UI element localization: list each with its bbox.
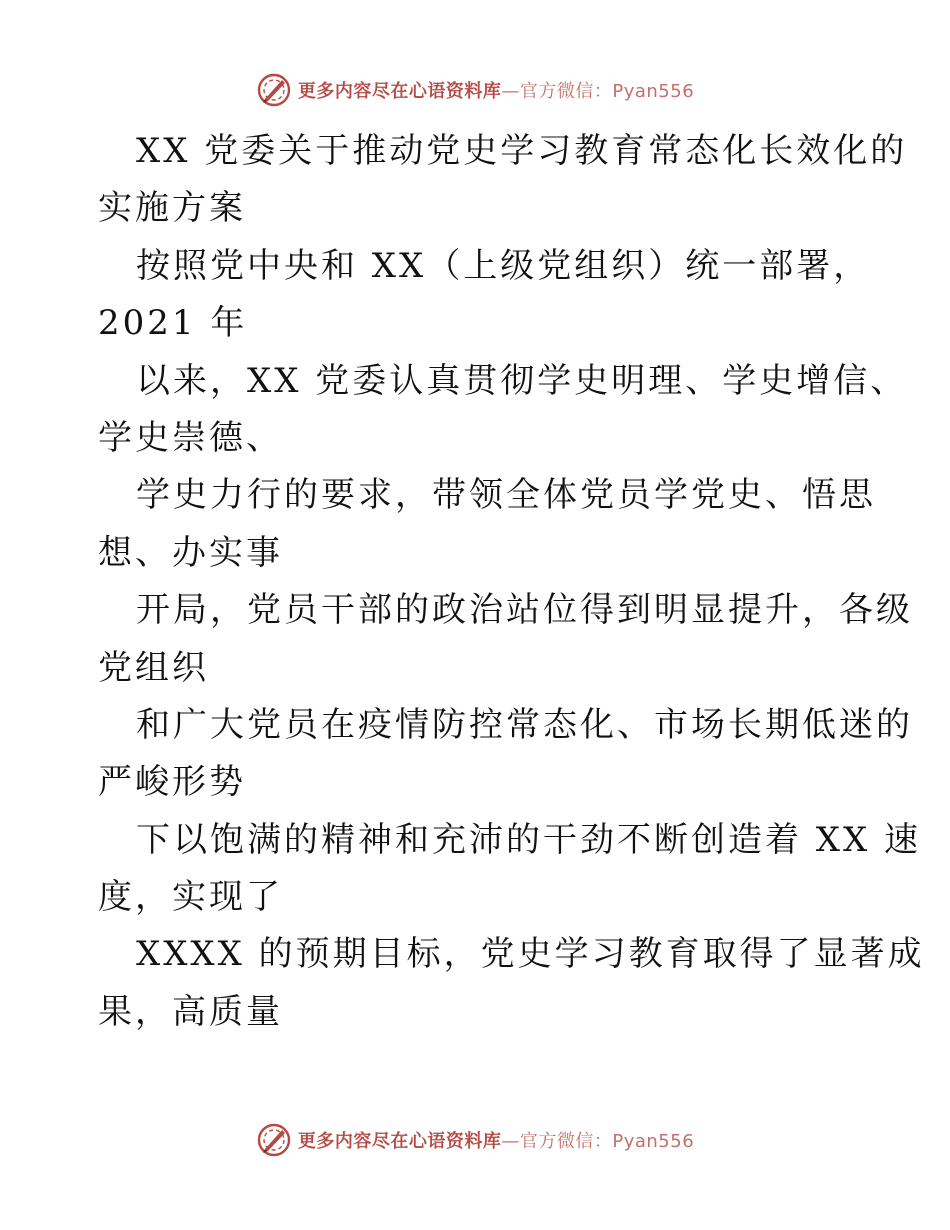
watermark-text: [298, 1127, 694, 1153]
watermark-main-text: 更多内容尽在心语资料库: [297, 1131, 502, 1152]
quill-pen-logo-icon: [256, 1122, 292, 1158]
watermark-text: [298, 77, 694, 103]
doc-paragraph-line: 下以饱满的精神和充沛的干劲不断创造着 XX 速: [136, 819, 922, 860]
doc-paragraph-line: 2021 年: [98, 303, 248, 344]
watermark-dash: —: [501, 81, 520, 102]
watermark-main-text: 更多内容尽在心语资料库: [297, 81, 502, 102]
doc-title-line-2: 实施方案: [98, 188, 246, 229]
doc-paragraph-line: 学史力行的要求，带领全体党员学党史、悟思: [136, 475, 876, 516]
header-watermark-banner: [0, 70, 950, 110]
doc-paragraph-line: 度，实现了: [98, 877, 283, 918]
watermark-wechat-text: 官方微信：Pyan556: [519, 1131, 695, 1152]
doc-paragraph-line: XXXX 的预期目标，党史学习教育取得了显著成: [136, 934, 925, 975]
footer-watermark-banner: [0, 1120, 950, 1160]
doc-title-line-1: XX 党委关于推动党史学习教育常态化长效化的: [136, 131, 908, 171]
watermark-dash: —: [501, 1131, 520, 1152]
doc-paragraph-line: 学史崇德、: [98, 417, 283, 458]
doc-paragraph-line: 党组织: [98, 647, 209, 688]
doc-paragraph-line: 以来，XX 党委认真贯彻学史明理、学史增信、: [136, 360, 908, 401]
doc-paragraph-line: 开局，党员干部的政治站位得到明显提升，各级: [136, 590, 913, 631]
document-body: [98, 123, 925, 1041]
doc-paragraph-line: 严峻形势: [98, 762, 246, 803]
quill-pen-logo-icon: [256, 72, 292, 108]
doc-paragraph-line: 果，高质量: [98, 991, 283, 1032]
watermark-wechat-text: 官方微信：Pyan556: [519, 81, 695, 102]
doc-paragraph-line: 想、办实事: [98, 532, 283, 573]
doc-paragraph-line: 和广大党员在疫情防控常态化、市场长期低迷的: [136, 704, 913, 745]
doc-paragraph-line: 按照党中央和 XX（上级党组织）统一部署，: [136, 245, 871, 286]
